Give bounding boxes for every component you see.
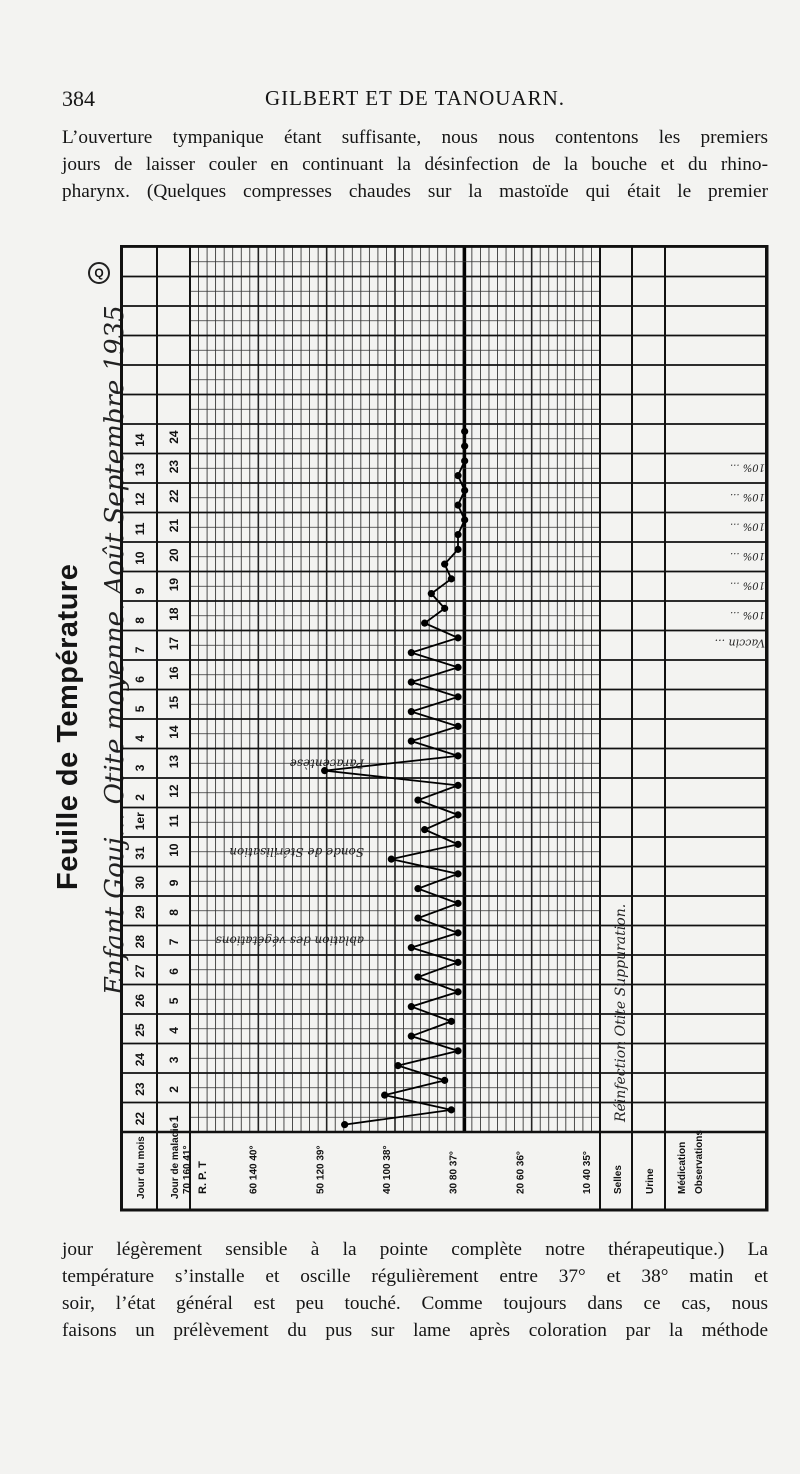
scale-label: 70 160 41° [182,1145,193,1194]
day-of-month-label: 3 [133,764,147,772]
day-of-month-label: 23 [133,1082,147,1096]
temperature-point [461,516,468,523]
temperature-point [461,487,468,494]
temperature-point [454,841,461,848]
temperature-point [408,679,415,686]
footer-label-medication: Médication [677,1141,688,1194]
day-of-month-label: 10 [133,551,147,565]
temperature-point [454,723,461,730]
day-of-month-label: 26 [133,993,147,1008]
temperature-point [441,605,448,612]
text-line: jour légèrement sensible à la pointe complète notre thérapeutique.) La [62,1239,768,1260]
annotation-medication-dose: 10% ... [730,549,765,561]
temperature-point [454,988,461,995]
scale-label: 60 140 40° [248,1145,260,1194]
annotation-medication-dose: 10% ... [730,520,765,532]
temperature-point [454,811,461,818]
scale-label: 40 100 38° [382,1145,393,1194]
scale-label: 30 80 37° [448,1151,460,1194]
paragraph-bottom [62,1236,768,1344]
day-of-illness-label: 9 [167,879,181,887]
temperature-point [381,1092,388,1099]
day-of-month-label: 29 [133,905,147,919]
day-of-month-label: 12 [133,492,147,506]
temperature-point [448,1106,455,1113]
temperature-point [454,1047,461,1054]
annotation-medication-dose: 10% ... [730,490,765,502]
temperature-point [454,472,461,479]
temperature-point [414,974,421,981]
text-line: pharynx. (Quelques compresses chaudes sur la mastoïde qui était le premier [62,181,768,202]
temperature-point [414,885,421,892]
day-of-month-label: 7 [133,646,147,654]
text-line: température s’installe et oscille régulièrement entre 37° et 38° matin et [62,1266,768,1287]
day-of-month-label: 4 [133,735,147,742]
temperature-point [454,502,461,509]
day-of-month-label: 11 [133,522,147,536]
page-header [62,86,768,116]
day-of-illness-label: 3 [167,1056,181,1064]
temperature-point [408,738,415,745]
day-of-month-label: 14 [133,433,147,447]
annotation-sonde: Sonde de Stérilisation [229,844,364,859]
scale-label: 10 40 35° [582,1151,593,1194]
temperature-point [454,546,461,553]
footer-label-rpt: R. P. T [197,1161,209,1194]
day-of-month-label: 13 [133,462,147,477]
temperature-point [454,664,461,671]
temperature-point [388,856,395,863]
text-line: soir, l’état général est peu touché. Comme toujours dans ce cas, nous [62,1293,768,1314]
temperature-point [408,708,415,715]
handwritten-patient-info: Enfant Gouj... Otite moyenne. Août Septembre 1935 [100,305,130,995]
day-of-illness-label: 15 [167,695,181,710]
footer-label-selles: Selles [613,1165,624,1194]
day-of-month-label: 22 [133,1111,147,1126]
temperature-point [448,575,455,582]
running-title: GILBERT ET DE TANOUARN. [264,86,566,110]
annotation-medication-head: Vaccin ... [714,636,765,650]
temperature-point [461,457,468,464]
temperature-point [414,915,421,922]
day-of-month-label: 2 [133,794,147,801]
day-of-month-label: 24 [133,1052,147,1067]
chart-frame [121,246,767,1210]
day-of-illness-label: 16 [167,666,181,680]
annotation-medication-dose: 10% ... [730,579,765,591]
day-of-illness-label: 14 [167,725,181,739]
day-of-month-label: 8 [133,617,147,624]
day-of-month-label: 30 [133,875,147,890]
day-of-month-label: 5 [133,705,147,713]
day-of-illness-label: 2 [167,1086,181,1093]
day-of-illness-label: 8 [167,909,181,916]
temperature-point [454,900,461,907]
temperature-point [454,752,461,759]
temperature-point [421,826,428,833]
annotation-medication-dose: 10% ... [730,608,765,620]
footer-label-observations: Observations [694,1130,705,1194]
annotation-medication-dose: 10% ... [730,461,765,473]
footer-label-jour-maladie: Jour de maladie [170,1122,181,1199]
text-line: jours de laisser couler en continuant la désinfection de la bouche et du rhino- [62,154,768,175]
temperature-point [421,620,428,627]
temperature-point [454,959,461,966]
corner-mark: Q [88,262,110,284]
day-of-month-label: 9 [133,587,147,595]
day-of-month-label: 28 [133,934,147,949]
day-of-illness-label: 5 [167,997,181,1005]
day-of-illness-label: 19 [167,577,181,592]
day-of-illness-label: 13 [167,754,181,769]
day-of-illness-label: 11 [167,814,181,828]
footer-label-jour-mois: Jour du mois [136,1136,147,1199]
chart-title: Feuille de Température [52,563,84,890]
temperature-point [448,1018,455,1025]
day-of-illness-label: 21 [167,518,181,533]
temperature-point [454,531,461,538]
day-of-illness-label: 17 [167,636,181,651]
day-of-illness-label: 7 [167,938,181,946]
annotation-paracentese: Paracentèse [289,756,364,771]
day-of-month-label: 31 [133,846,147,860]
day-of-illness-label: 18 [167,607,181,621]
day-of-illness-label: 6 [167,968,181,975]
day-of-illness-label: 24 [167,430,181,444]
day-of-month-label: 27 [133,964,147,978]
temperature-point [454,929,461,936]
text-line: faisons un prélèvement du pus sur lame après coloration par la méthode [62,1320,768,1341]
day-of-illness-label: 10 [167,843,181,857]
day-of-illness-label: 4 [167,1027,181,1034]
day-of-illness-label: 12 [167,784,181,798]
day-of-illness-label: 23 [167,459,181,474]
temperature-point [341,1121,348,1128]
temperature-point [461,428,468,435]
temperature-point [394,1062,401,1069]
annotation-selles-note: Réinfection Otite Suppuration. [613,903,629,1122]
scale-label: 20 60 36° [515,1151,527,1194]
temperature-point [441,1077,448,1084]
temperature-point [408,1003,415,1010]
day-of-month-label: 25 [133,1023,147,1037]
footer-label-urine: Urine [645,1168,656,1194]
temperature-point [408,944,415,951]
page-number: 384 [62,86,95,111]
temperature-point [454,693,461,700]
temperature-chart [120,245,770,1215]
day-of-month-label: 6 [133,676,147,683]
temperature-point [461,443,468,450]
temperature-point [408,1033,415,1040]
temperature-point [414,797,421,804]
text-line: L’ouverture tympanique étant suffisante, nous nous contentons les premiers [62,127,768,148]
temperature-point [454,782,461,789]
temperature-point [454,634,461,641]
day-of-illness-label: 22 [167,489,181,503]
temperature-point [408,649,415,656]
day-of-illness-label: 20 [167,548,181,562]
temperature-point [454,870,461,877]
paragraph-top [62,124,768,205]
day-of-illness-label: 1 [167,1115,181,1123]
scale-label: 50 120 39° [315,1145,327,1194]
annotation-ablation: ablation des végétations [215,933,364,948]
day-of-month-label: 1er [133,812,147,831]
temperature-point [428,590,435,597]
temperature-point [441,561,448,568]
